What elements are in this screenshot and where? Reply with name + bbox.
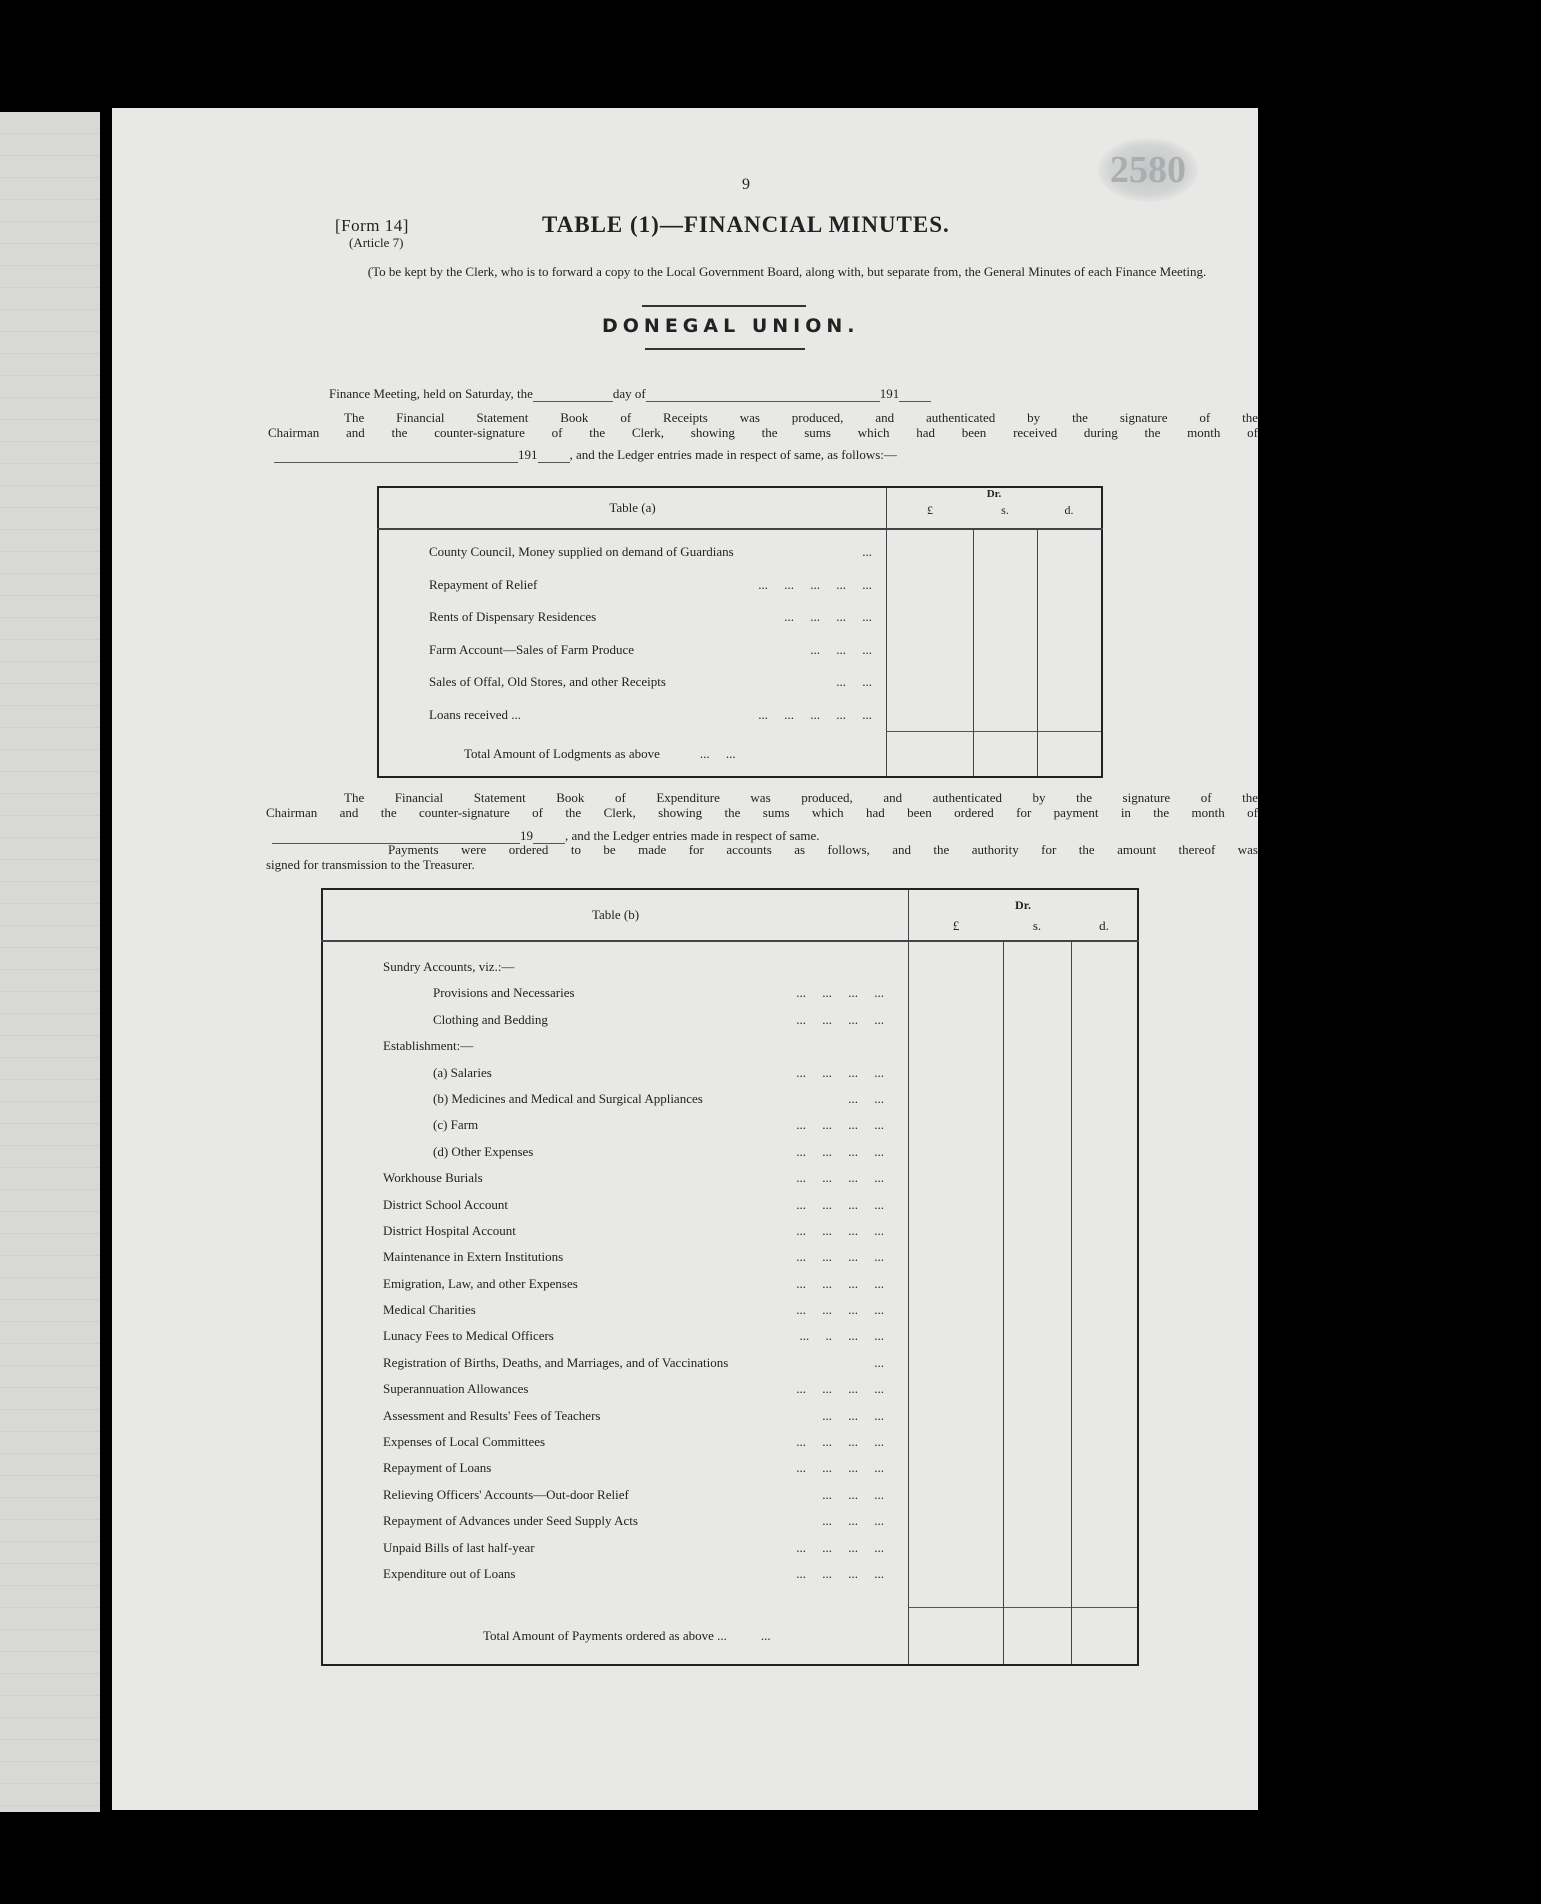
year-label: 191 (879, 386, 900, 401)
table-row (323, 1139, 908, 1165)
divider-rule (642, 305, 806, 307)
table-a-pounds-cell[interactable] (887, 529, 974, 731)
expenditure-para-line2: Chairman and the counter-signature of the Clerk, showing the sums which had been ordered for payment in the month of (266, 805, 1258, 820)
row-leader-dots: ... ... ... ... (796, 1249, 884, 1265)
table-b-pounds-cell[interactable] (909, 941, 1004, 1607)
row-label: District School Account (383, 1196, 508, 1212)
receipts-year-blank[interactable] (538, 450, 570, 463)
article-reference: (Article 7) (349, 235, 404, 250)
table-row (323, 954, 908, 980)
row-leader-dots: ... ... (848, 1090, 884, 1106)
row-label: Registration of Births, Deaths, and Marriages, and of Vaccinations (383, 1354, 729, 1370)
row-label: (a) Salaries (433, 1064, 492, 1080)
row-leader-dots: ... ... ... ... (796, 985, 884, 1001)
row-leader-dots: ... ... ... (822, 1513, 884, 1529)
receipts-para-line2: Chairman and the counter-signature of the Clerk, showing the sums which had been received during the month of (268, 425, 1258, 440)
row-label: (b) Medicines and Medical and Surgical Appliances (433, 1090, 703, 1106)
table-row (379, 601, 886, 634)
table-row (323, 1455, 908, 1481)
table-b-dr: Dr. (1015, 898, 1031, 912)
year-blank[interactable] (899, 389, 931, 402)
row-label: (d) Other Expenses (433, 1143, 534, 1159)
table-b-total-row (322, 1607, 909, 1665)
row-label: Establishment:— (383, 1038, 474, 1054)
row-label: Medical Charities (383, 1302, 476, 1318)
row-leader-dots: ... ... ... ... (796, 1170, 884, 1186)
row-leader-dots: ... ... ... ... ... (758, 706, 872, 722)
row-label: Rents of Dispensary Residences (429, 609, 597, 624)
table-b-total-dots: ... (760, 1627, 771, 1643)
row-label: Sundry Accounts, viz.:— (383, 959, 515, 974)
table-a-shillings-cell[interactable] (973, 529, 1037, 731)
meeting-prefix: Finance Meeting, held on Saturday, the (329, 386, 533, 401)
table-row (323, 1508, 908, 1534)
table-row (379, 569, 886, 602)
table-a-row-list (379, 536, 886, 731)
table-b-total-shillings[interactable] (1003, 1607, 1071, 1665)
row-leader-dots: ... (862, 544, 872, 559)
table-row (323, 1429, 908, 1455)
row-leader-dots: ... ... ... ... (796, 1302, 884, 1318)
table-row (323, 1297, 908, 1323)
row-label: Clothing and Bedding (433, 1011, 548, 1027)
table-b-col-shillings: s. (1032, 918, 1042, 933)
table-a-col-shillings: s. (1001, 503, 1009, 517)
table-a-total-label: Total Amount of Lodgments as above (464, 745, 660, 761)
row-leader-dots: ... ... ... ... (796, 1117, 884, 1133)
table-a-total-pence[interactable] (1038, 731, 1102, 777)
table-b-title: Table (b) (322, 889, 909, 941)
page-title: TABLE (1)—FINANCIAL MINUTES. (542, 212, 950, 237)
table-a-col-pence: d. (1064, 503, 1074, 517)
expenditure-para-line1: The Financial Statement Book of Expenditure was produced, and authenticated by the signature of the (344, 790, 1258, 805)
table-row (379, 634, 886, 667)
row-leader-dots: ... ... ... ... (796, 1222, 884, 1238)
table-b-rows (322, 941, 909, 1607)
row-leader-dots: ... ... ... ... (796, 1460, 884, 1476)
table-row (379, 699, 886, 732)
table-row (379, 536, 886, 569)
table-row (323, 1561, 908, 1587)
row-label: Superannuation Allowances (383, 1381, 529, 1397)
table-row (323, 1033, 908, 1059)
row-leader-dots: ... ... ... ... (784, 609, 872, 624)
row-leader-dots: ... ... ... ... (796, 1275, 884, 1291)
row-label: Relieving Officers' Accounts—Out-door Relief (383, 1486, 629, 1502)
row-leader-dots: ... ... ... ... (796, 1539, 884, 1555)
row-label: Loans received ... (429, 706, 522, 722)
row-label: Unpaid Bills of last half-year (383, 1539, 535, 1555)
table-row (323, 1535, 908, 1561)
row-label: Emigration, Law, and other Expenses (383, 1275, 578, 1291)
table-row (379, 666, 886, 699)
row-leader-dots: ... .. ... ... (799, 1328, 884, 1344)
library-stamp: 2580 (1098, 138, 1198, 202)
table-row (323, 1007, 908, 1033)
row-leader-dots: ... ... ... (822, 1407, 884, 1423)
row-label: District Hospital Account (383, 1222, 516, 1238)
meeting-line (329, 386, 1029, 402)
divider-rule (645, 348, 805, 350)
table-row (323, 1271, 908, 1297)
table-row (323, 1403, 908, 1429)
receipts-para-line3: 191 , and the Ledger entries made in respect of same, as follows:— (274, 447, 1174, 463)
row-label: Sales of Offal, Old Stores, and other Receipts (429, 674, 666, 689)
table-row (323, 1482, 908, 1508)
page-number: 9 (742, 176, 750, 193)
row-label: Maintenance in Extern Institutions (383, 1249, 564, 1265)
table-row (323, 1086, 908, 1112)
table-b-col-pence: d. (1099, 918, 1109, 933)
receipts-month-blank[interactable] (274, 450, 518, 463)
table-row (323, 1218, 908, 1244)
table-row (323, 1165, 908, 1191)
row-label: County Council, Money supplied on demand of Guardians (429, 544, 734, 559)
row-label: Lunacy Fees to Medical Officers (383, 1328, 554, 1344)
row-leader-dots: ... ... ... ... (796, 1143, 884, 1159)
row-leader-dots: ... ... ... (822, 1486, 884, 1502)
month-blank[interactable] (646, 389, 880, 402)
table-b-col-pounds: £ (952, 918, 960, 933)
table-row (323, 1350, 908, 1376)
table-a-col-pounds: £ (927, 503, 933, 517)
table-a-pence-cell[interactable] (1038, 529, 1102, 731)
receipts-para-line1: The Financial Statement Book of Receipts was produced, and authenticated by the signature of the (344, 410, 1258, 425)
document-page (112, 108, 1258, 1810)
row-label: Repayment of Advances under Seed Supply Acts (383, 1513, 638, 1529)
table-row (323, 1060, 908, 1086)
row-label: Workhouse Burials (383, 1170, 483, 1186)
row-leader-dots: ... ... ... ... ... (758, 576, 872, 592)
table-b-total-pence[interactable] (1072, 1607, 1138, 1665)
row-leader-dots: ... ... ... ... (796, 1011, 884, 1027)
table-a-total-pounds[interactable] (887, 731, 974, 777)
table-row (323, 1192, 908, 1218)
row-leader-dots: ... ... ... ... (796, 1064, 884, 1080)
row-label: Repayment of Loans (383, 1460, 492, 1476)
table-row (323, 1323, 908, 1349)
table-b-total-label: Total Amount of Payments ordered as above ... (483, 1627, 727, 1643)
row-leader-dots: ... ... ... ... (796, 1565, 884, 1581)
table-b-total-pounds[interactable] (909, 1607, 1004, 1665)
table-b-row-list (323, 954, 908, 1587)
expenditure-para-line4: Payments were ordered to be made for accounts as follows, and the authority for the amount thereof was (388, 842, 1258, 857)
row-leader-dots: ... ... ... (810, 641, 872, 657)
row-label: Assessment and Results' Fees of Teachers (383, 1407, 601, 1423)
table-a-dr: Dr. (986, 488, 1002, 500)
day-of-label: day of (612, 386, 646, 401)
row-label: (c) Farm (433, 1117, 479, 1133)
table-a-total-row (378, 731, 887, 777)
union-heading: DONEGAL UNION. (602, 315, 860, 337)
table-a-dr-header (887, 487, 1103, 529)
row-label: Farm Account—Sales of Farm Produce (429, 641, 635, 657)
table-row (323, 980, 908, 1006)
table-b-dr-header (909, 889, 1139, 941)
table-a-title: Table (a) (378, 487, 887, 529)
row-label: Expenditure out of Loans (383, 1565, 516, 1581)
table-b-shillings-cell[interactable] (1003, 941, 1071, 1607)
instruction-note: (To be kept by the Clerk, who is to forward a copy to the Local Government Board, along with, but separate from, the General Minutes of each Finance Meeting. (367, 264, 1207, 279)
row-leader-dots: ... ... ... ... (796, 1434, 884, 1450)
expenditure-para-line3: 19 , and the Ledger entries made in respect of same. (272, 828, 1172, 844)
table-a-rows (378, 529, 887, 731)
facing-page-edge (0, 112, 100, 1812)
table-a-total-shillings[interactable] (973, 731, 1037, 777)
row-leader-dots: ... ... ... ... (796, 1381, 884, 1397)
row-label: Expenses of Local Committees (383, 1434, 546, 1450)
row-leader-dots: ... ... (836, 674, 872, 689)
row-label: Repayment of Relief (429, 576, 538, 592)
row-leader-dots: ... ... ... ... (796, 1196, 884, 1212)
day-blank[interactable] (533, 389, 613, 402)
table-a (377, 486, 1103, 778)
expenditure-para-line5: signed for transmission to the Treasurer. (266, 857, 475, 872)
row-label: Provisions and Necessaries (433, 985, 575, 1001)
table-b (321, 888, 1139, 1666)
table-a-total-dots: ... ... (699, 745, 736, 761)
table-b-pence-cell[interactable] (1072, 941, 1138, 1607)
table-row (323, 1376, 908, 1402)
table-row (323, 1244, 908, 1270)
form-number: [Form 14] (335, 216, 409, 235)
row-leader-dots: ... (874, 1354, 884, 1370)
table-row (323, 1112, 908, 1138)
